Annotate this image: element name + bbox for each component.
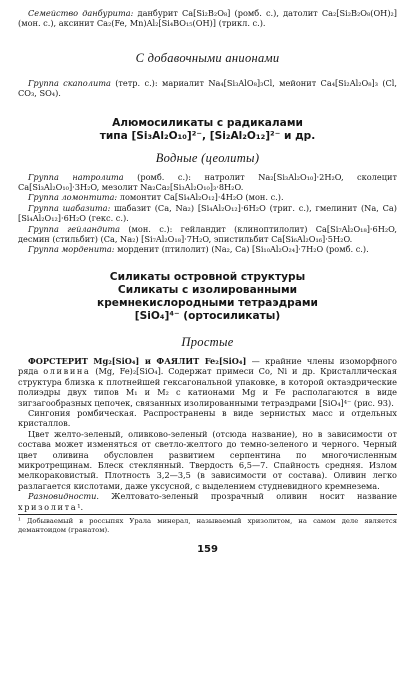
heulandite-group-paragraph — [18, 224, 397, 245]
forsterite-text-b: (Mg, Fe)₂[SiO₄]. Содержат примеси Co, Ni и др. Кристаллическая структура близка к плотнейшей гексагональной упаковке, в которой октаэдрические полиэдры двух типов M₁ и M₂ с катионами Mg и Fe располагаются в виде зигзагообразных цепочек, связанных изолированными тетраэдрами [SiO₄]⁴⁻ (рис. 93). — [18, 366, 398, 408]
olivine-term: оливина — [43, 366, 91, 377]
heulandite-group-text: (мон. с.): гейландит (клиноптилолит) Ca[Si₇Al₂O₁₈]·6H₂O, десмин (стильбит) (Ca, Na₂) [Si₇Al₂O₁₈]·7H₂O, эпистильбит Ca[Si₆Al₂O₁₆]·5H₂O. — [18, 223, 397, 245]
section-zeolites: Водные (цеолиты) — [155, 150, 260, 165]
heulandite-group-label: Группа гейландита — [28, 223, 121, 234]
heading-line: [SiO₄]⁴⁻ (ортосиликаты) — [134, 309, 281, 322]
heading-line: Силикаты островной структуры — [109, 270, 306, 283]
forsterite-fayalite-paragraph — [18, 356, 397, 408]
chabazite-group-paragraph — [18, 203, 397, 224]
scapolite-group-label: Группа скаполита — [28, 77, 111, 88]
heading-line: Силикаты с изолированными — [117, 283, 298, 296]
natrolite-group-text: (ромб. с.): натролит Na₂[Si₃Al₂O₁₀]·2H₂O, сколецит Ca[Si₃Al₂O₁₀]·3H₂O, мезолит Na₂Ca₂[Si₃Al₂O₁₀]₃·8H₂O. — [18, 171, 397, 193]
page-number: 159 — [197, 544, 218, 556]
section-simple: Простые — [181, 334, 234, 349]
scapolite-group-paragraph — [18, 78, 397, 99]
varieties-text: Желтовато-зеленый прозрачный оливин носит название — [98, 491, 397, 502]
section-additional-anions: С добавочными анионами — [135, 50, 280, 65]
mordenite-group-paragraph — [18, 244, 397, 254]
danburite-family-paragraph — [18, 8, 397, 29]
mordenite-group-label: Группа морденита: — [28, 244, 115, 255]
chabazite-group-text: шабазит (Ca, Na₂) [Si₄Al₂O₁₂]·6H₂O (триг. с.), гмелинит (Na, Ca) [Si₄Al₂O₁₂]·6H₂O (гекс. с.). — [18, 202, 397, 224]
aluminosilicates-heading — [18, 117, 397, 143]
chabazite-group-label: Группа шабазита: — [28, 202, 111, 213]
footnote: ¹ Добываемый в россыпях Урала минерал, называемый хризолитом, на самом деле является демантоидом (гранатом). — [18, 514, 397, 534]
danburite-family-text: данбурит Ca[Si₂B₂O₈] (ромб. с.), датолит Ca₂[Si₂B₂O₈(OH)₂] (мон. с.), аксинит Ca₂(Fe, Mn)Al₂[Si₄BO₁₅(OH)] (трикл. с.). — [18, 8, 397, 29]
danburite-family-label: Семейство данбурита: — [28, 8, 134, 18]
scapolite-group-text: (тетр. с.): мариалит Na₄[Si₃AlO₈]₃Cl, мейонит Ca₄[Si₂Al₂O₈]₃ (Cl, CO₃, SO₄). — [18, 77, 397, 99]
mordenite-group-text: морденит (птилолит) (Na₂, Ca) [Si₁₀Al₂O₂₄]·7H₂O (ромб. с.). — [114, 244, 369, 255]
natrolite-group-paragraph — [18, 172, 397, 193]
laumontite-group-text: ломонтит Ca[Si₄Al₂O₁₂]·4H₂O (мон. с.). — [117, 192, 284, 203]
varieties-paragraph — [18, 491, 397, 512]
forsterite-text-a: — крайние члены изоморфного ряда — [18, 355, 397, 377]
chrysolite-term: хризолита — [18, 501, 78, 512]
heading-line: типа [Si₃Al₂O₁₀]²⁻, [Si₂Al₂O₁₂]²⁻ и др. — [99, 129, 316, 142]
natrolite-group-label: Группа натролита — [28, 171, 124, 182]
varieties-label: Разновидности. — [28, 491, 99, 502]
footnote-ref: ¹. — [77, 501, 84, 512]
heading-line: кремнекислородными тетраэдрами — [97, 296, 318, 309]
laumontite-group-label: Группа ломонтита: — [28, 192, 118, 203]
syngony-paragraph: Сингония ромбическая. Распространены в виде зернистых масс и отдельных кристаллов. — [18, 407, 397, 429]
properties-paragraph: Цвет желто-зеленый, оливково-зеленый (отсюда название), но в зависимости от состава может изменяться от светло-желтого до темно-зеленого и черного. Черный цвет оливина обусловлен развитием серпентина по многочисленным микротрещинам. Блеск стеклянный. Твердость 6,5—7. Спайность средняя. Излом мелкораковистый. Плотность 3,2—3,5 (в зависимости от состава). Оливин легко разлагается кислотами, даже уксусной, с выделением студневидного кремнезема. — [18, 428, 397, 491]
forsterite-fayalite-title: ФОРСТЕРИТ Mg₂[SiO₄] и ФАЯЛИТ Fe₂[SiO₄] — [28, 355, 247, 366]
laumontite-group-paragraph — [18, 192, 397, 202]
island-silicates-heading — [18, 271, 397, 323]
heading-line: Алюмосиликаты с радикалами — [112, 116, 303, 129]
